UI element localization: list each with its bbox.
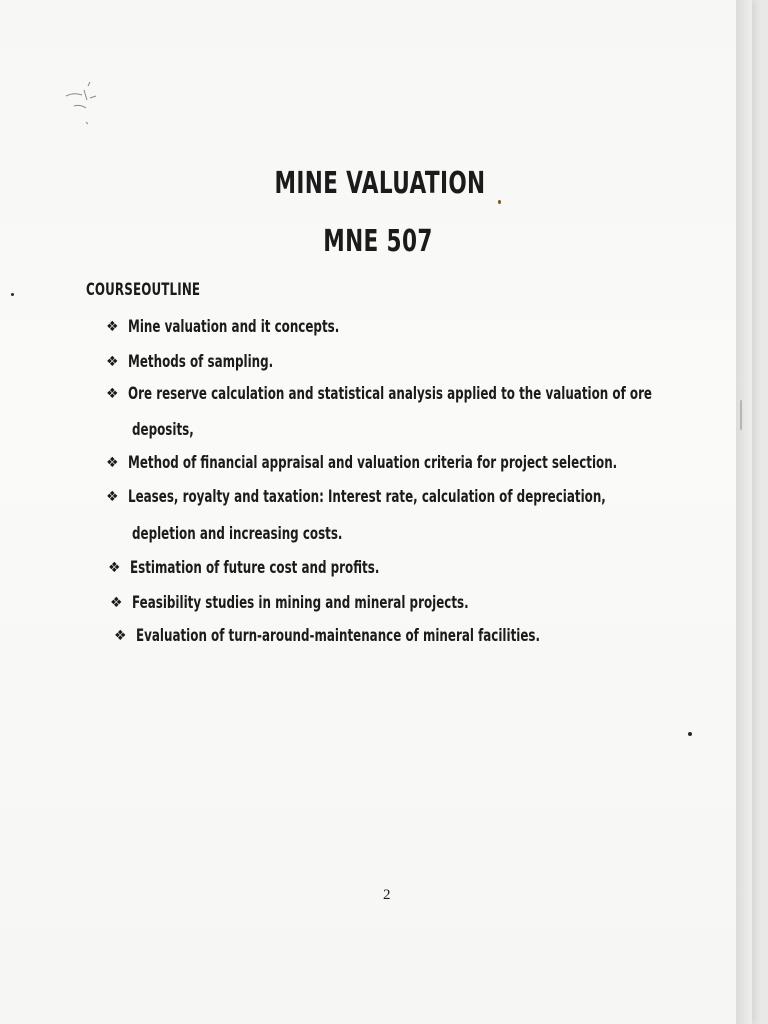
list-item bbox=[106, 487, 768, 507]
list-item-continuation: depletion and increasing costs. bbox=[132, 524, 343, 544]
list-item-text: Leases, royalty and taxation: Interest rate, calculation of depreciation, bbox=[128, 487, 606, 507]
page-number: 2 bbox=[383, 887, 391, 903]
list-item-text: Method of financial appraisal and valuation criteria for project selection. bbox=[128, 453, 618, 473]
diamond-bullet-icon: ❖ bbox=[114, 628, 127, 644]
staple-mark bbox=[60, 78, 108, 128]
ink-speck bbox=[498, 200, 501, 204]
list-item bbox=[106, 352, 335, 372]
ink-speck bbox=[11, 293, 14, 296]
list-item bbox=[106, 384, 768, 404]
list-item-text: Mine valuation and it concepts. bbox=[128, 317, 340, 337]
ink-speck bbox=[740, 400, 742, 430]
document-title: MINE VALUATION bbox=[274, 166, 486, 201]
list-item-text: Estimation of future cost and profits. bbox=[130, 558, 380, 578]
diamond-bullet-icon: ❖ bbox=[106, 455, 119, 471]
list-item-text: Ore reserve calculation and statistical analysis applied to the valuation of ore bbox=[128, 384, 653, 404]
diamond-bullet-icon: ❖ bbox=[106, 386, 119, 402]
list-item-text: Feasibility studies in mining and mineral projects. bbox=[132, 593, 469, 613]
list-item-text: Evaluation of turn-around-maintenance of mineral facilities. bbox=[136, 626, 541, 646]
page-edge-shadow bbox=[736, 0, 752, 1024]
list-item bbox=[108, 558, 486, 578]
diamond-bullet-icon: ❖ bbox=[108, 560, 121, 576]
list-item bbox=[106, 453, 768, 473]
list-item bbox=[106, 317, 430, 337]
list-item bbox=[110, 593, 613, 613]
diamond-bullet-icon: ❖ bbox=[106, 489, 119, 505]
course-outline-heading: COURSEOUTLINE bbox=[86, 280, 201, 300]
course-code: MNE 507 bbox=[323, 224, 433, 259]
diamond-bullet-icon: ❖ bbox=[110, 595, 123, 611]
ink-speck bbox=[688, 732, 692, 736]
diamond-bullet-icon: ❖ bbox=[106, 354, 119, 370]
diamond-bullet-icon: ❖ bbox=[106, 319, 119, 335]
list-item-continuation: deposits, bbox=[132, 420, 194, 440]
list-item-text: Methods of sampling. bbox=[128, 352, 274, 372]
list-item bbox=[114, 626, 713, 646]
